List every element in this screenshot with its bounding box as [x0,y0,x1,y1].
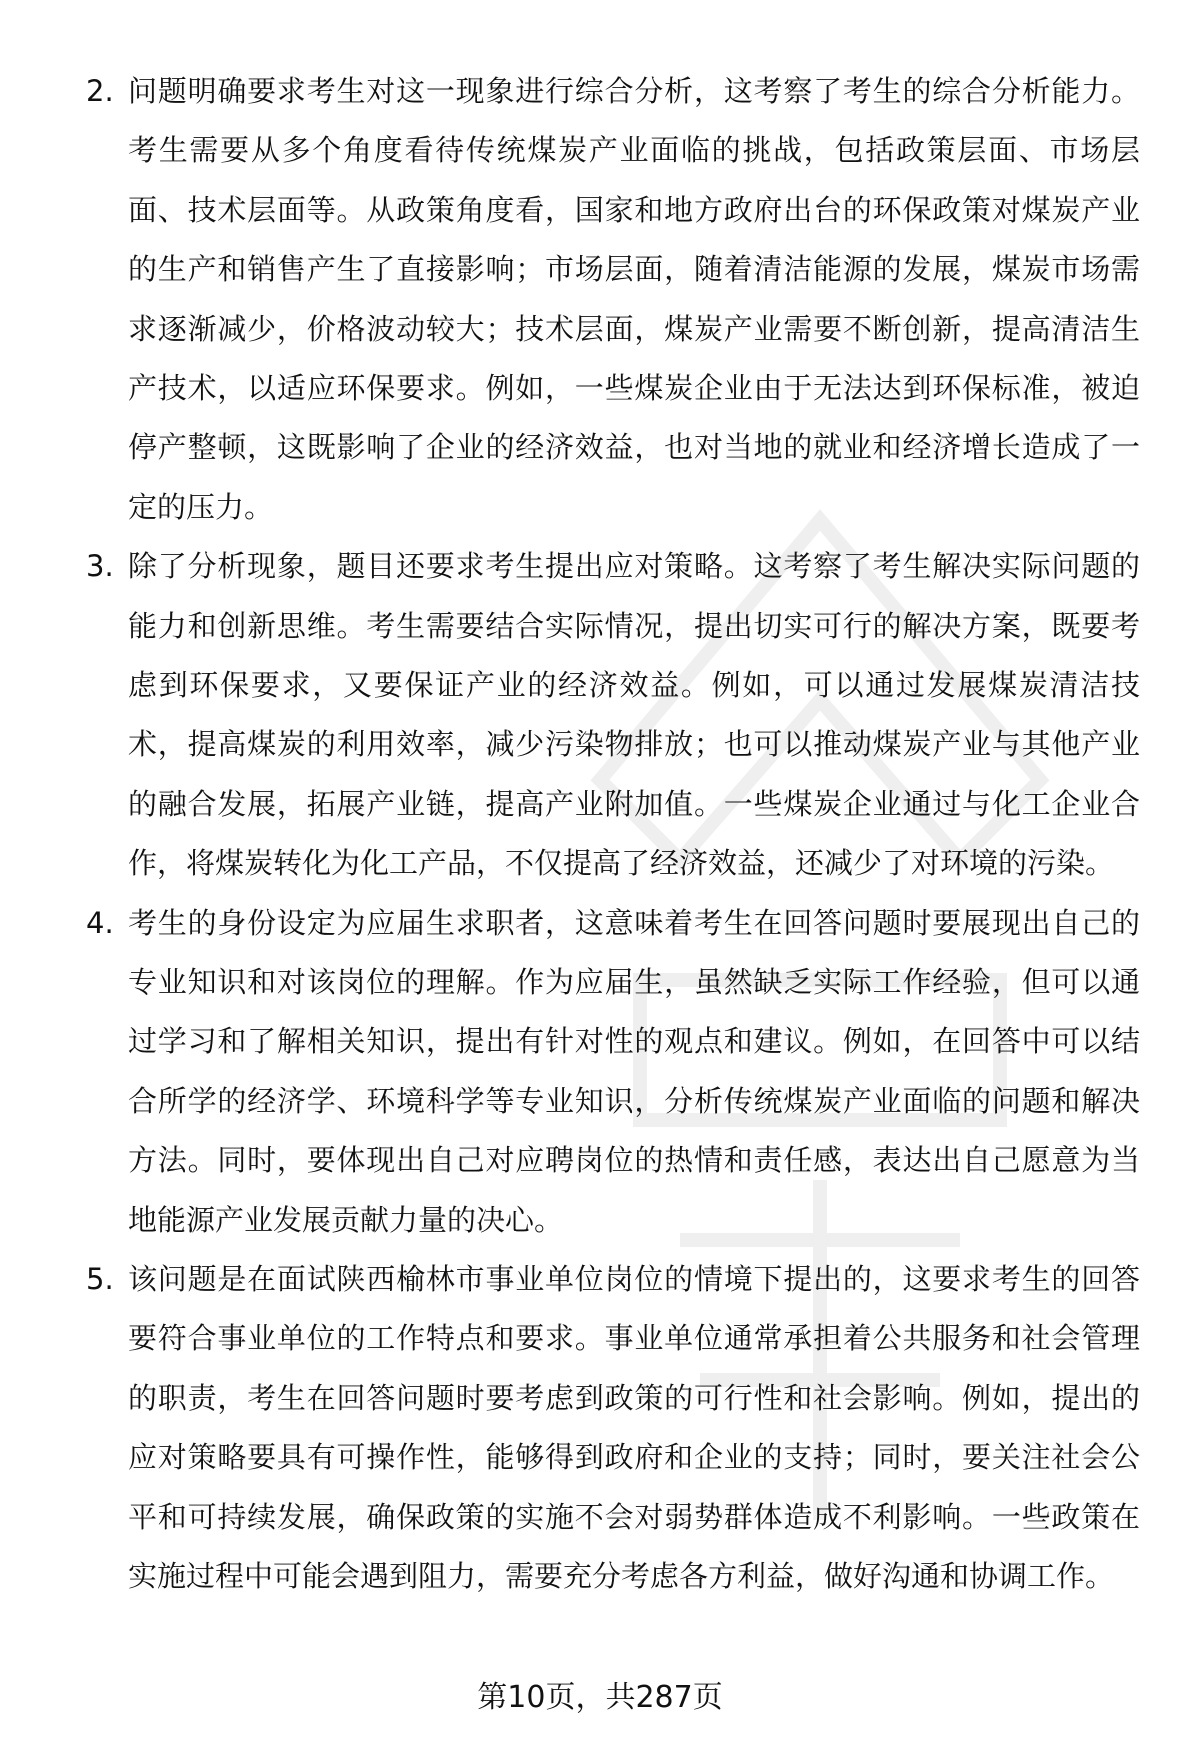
paragraph-line: 地能源产业发展贡献力量的决心。 [128,1202,564,1237]
paragraph-line: 产技术，以适应环保要求。例如，一些煤炭企业由于无法达到环保标准，被迫 [128,371,1140,405]
paragraph-line: 专业知识和对该岗位的理解。作为应届生，虽然缺乏实际工作经验，但可以通 [128,964,1140,999]
paragraph-line: 平和可持续发展，确保政策的实施不会对弱势群体造成不利影响。一些政策在 [128,1499,1140,1534]
paragraph-line: 该问题是在面试陕西榆林市事业单位岗位的情境下提出的，这要求考生的回答 [128,1262,1140,1296]
paragraph-line: 作，将煤炭转化为化工产品，不仅提高了经济效益，还减少了对环境的污染。 [128,846,1115,881]
paragraph-line: 除了分析现象，题目还要求考生提出应对策略。这考察了考生解决实际问题的 [128,549,1140,584]
paragraph-line: 停产整顿，这既影响了企业的经济效益，也对当地的就业和经济增长造成了一 [128,430,1140,465]
paragraph-line: 定的压力。 [128,489,274,524]
list-item-number: 2. [86,74,114,108]
paragraph-line: 问题明确要求考生对这一现象进行综合分析，这考察了考生的综合分析能力。 [128,74,1140,108]
paragraph-line: 考生需要从多个角度看待传统煤炭产业面临的挑战，包括政策层面、市场层 [128,133,1140,168]
paragraph-line: 面、技术层面等。从政策角度看，国家和地方政府出台的环保政策对煤炭产业 [128,192,1140,227]
paragraph-line: 考生的身份设定为应届生求职者，这意味着考生在回答问题时要展现出自己的 [128,905,1140,940]
paragraph-line: 过学习和了解相关知识，提出有针对性的观点和建议。例如，在回答中可以结 [128,1024,1140,1059]
paragraph-line: 求逐渐减少，价格波动较大；技术层面，煤炭产业需要不断创新，提高清洁生 [128,311,1140,346]
page-indicator: 第10页，共287页 [477,1680,723,1715]
list-item-number: 3. [86,549,114,584]
list-item-number: 4. [86,905,114,940]
paragraph-line: 的融合发展，拓展产业链，提高产业附加值。一些煤炭企业通过与化工企业合 [128,786,1140,821]
paragraph-line: 术，提高煤炭的利用效率，减少污染物排放；也可以推动煤炭产业与其他产业 [128,727,1140,762]
paragraph-line: 方法。同时，要体现出自己对应聘岗位的热情和责任感，表达出自己愿意为当 [128,1143,1140,1178]
paragraph-line: 实施过程中可能会遇到阻力，需要充分考虑各方利益，做好沟通和协调工作。 [128,1559,1115,1593]
list-item-number: 5. [86,1262,114,1296]
paragraph-line: 应对策略要具有可操作性，能够得到政府和企业的支持；同时，要关注社会公 [128,1440,1140,1475]
paragraph-line: 合所学的经济学、环境科学等专业知识，分析传统煤炭产业面临的问题和解决 [128,1083,1140,1118]
paragraph-line: 要符合事业单位的工作特点和要求。事业单位通常承担着公共服务和社会管理 [128,1321,1140,1356]
paragraph-line: 虑到环保要求，又要保证产业的经济效益。例如，可以通过发展煤炭清洁技 [128,667,1140,702]
paragraph-line: 能力和创新思维。考生需要结合实际情况，提出切实可行的解决方案，既要考 [128,608,1140,643]
paragraph-line: 的生产和销售产生了直接影响；市场层面，随着清洁能源的发展，煤炭市场需 [128,252,1140,287]
paragraph-line: 的职责，考生在回答问题时要考虑到政策的可行性和社会影响。例如，提出的 [128,1380,1140,1415]
